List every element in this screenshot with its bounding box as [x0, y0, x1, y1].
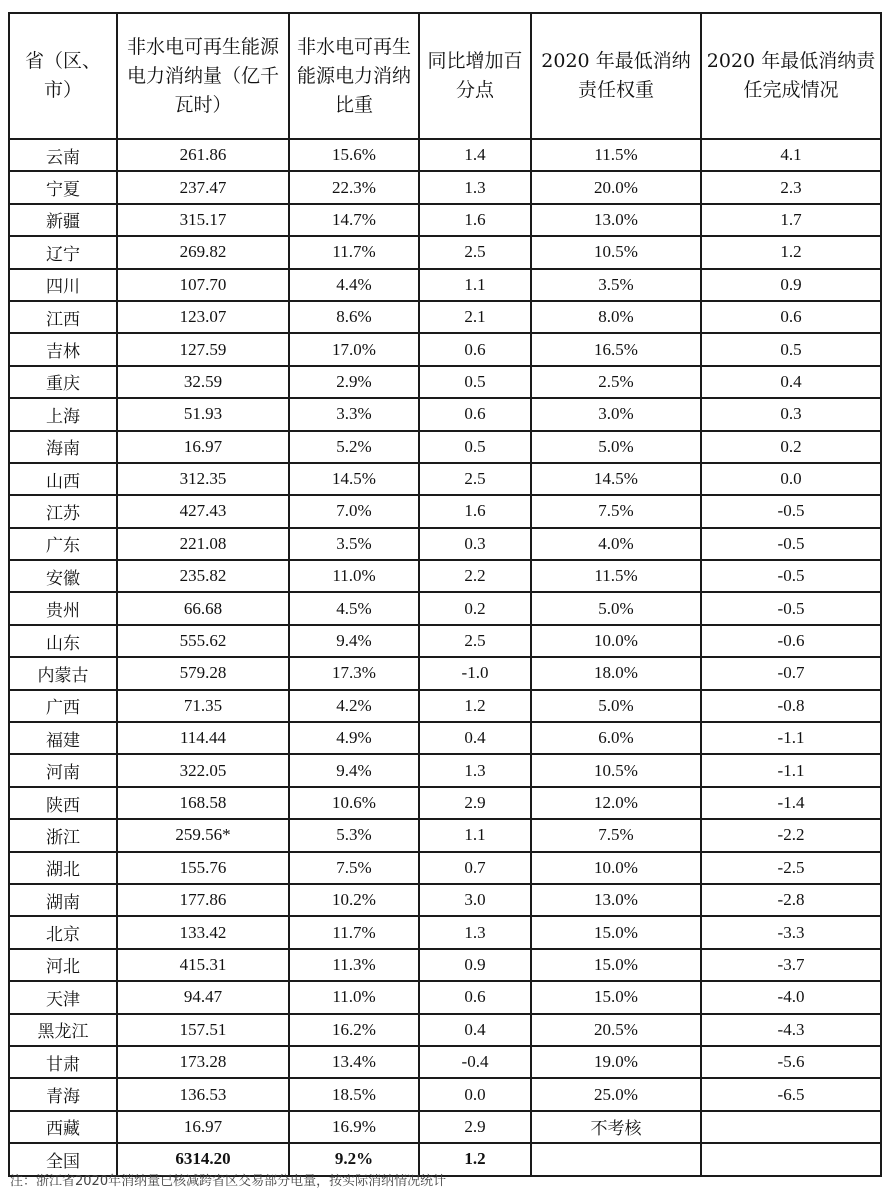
table-row [9, 560, 881, 592]
cell-yoy: 1.3 [419, 916, 531, 948]
column-header: 2020 年最低消纳责任完成情况 [701, 13, 881, 139]
table-row [9, 398, 881, 430]
table-row [9, 301, 881, 333]
cell-yoy: 0.5 [419, 431, 531, 463]
cell-completion: 0.2 [701, 431, 881, 463]
cell-consumption: 66.68 [117, 592, 289, 624]
cell-min-weight: 15.0% [531, 916, 701, 948]
cell-min-weight: 5.0% [531, 431, 701, 463]
cell-consumption: 173.28 [117, 1046, 289, 1078]
cell-consumption: 177.86 [117, 884, 289, 916]
cell-region: 新疆 [9, 204, 117, 236]
cell-region: 山东 [9, 625, 117, 657]
table-row [9, 592, 881, 624]
cell-consumption: 123.07 [117, 301, 289, 333]
cell-yoy: 2.5 [419, 463, 531, 495]
cell-min-weight: 5.0% [531, 690, 701, 722]
cell-share: 10.6% [289, 787, 419, 819]
table-row [9, 495, 881, 527]
cell-min-weight: 11.5% [531, 560, 701, 592]
table-row [9, 528, 881, 560]
cell-share: 16.9% [289, 1111, 419, 1143]
cell-region: 重庆 [9, 366, 117, 398]
cell-min-weight: 5.0% [531, 592, 701, 624]
cell-yoy: 0.4 [419, 722, 531, 754]
cell-share: 8.6% [289, 301, 419, 333]
table-row [9, 754, 881, 786]
cell-share: 10.2% [289, 884, 419, 916]
column-header: 非水电可再生能源电力消纳比重 [289, 13, 419, 139]
cell-yoy: 1.6 [419, 204, 531, 236]
table-row [9, 236, 881, 268]
cell-region: 贵州 [9, 592, 117, 624]
cell-completion: 0.0 [701, 463, 881, 495]
cell-consumption: 168.58 [117, 787, 289, 819]
table-row [9, 787, 881, 819]
cell-share: 2.9% [289, 366, 419, 398]
cell-share: 3.5% [289, 528, 419, 560]
cell-consumption: 107.70 [117, 269, 289, 301]
cell-completion: -6.5 [701, 1078, 881, 1110]
cell-share: 9.4% [289, 754, 419, 786]
cell-share: 11.0% [289, 981, 419, 1013]
cell-consumption: 221.08 [117, 528, 289, 560]
cell-region: 天津 [9, 981, 117, 1013]
cell-region: 山西 [9, 463, 117, 495]
cell-min-weight: 15.0% [531, 949, 701, 981]
cell-completion: -0.5 [701, 495, 881, 527]
cell-region: 江西 [9, 301, 117, 333]
cell-min-weight: 20.0% [531, 171, 701, 203]
cell-consumption: 269.82 [117, 236, 289, 268]
cell-share: 16.2% [289, 1014, 419, 1046]
cell-min-weight: 2.5% [531, 366, 701, 398]
cell-consumption: 32.59 [117, 366, 289, 398]
cell-completion: 4.1 [701, 139, 881, 171]
table-row [9, 916, 881, 948]
cell-yoy: 2.9 [419, 1111, 531, 1143]
table-row [9, 366, 881, 398]
cell-region: 上海 [9, 398, 117, 430]
cell-yoy: 0.9 [419, 949, 531, 981]
cell-region: 宁夏 [9, 171, 117, 203]
cell-share: 18.5% [289, 1078, 419, 1110]
cell-share: 4.9% [289, 722, 419, 754]
cell-yoy: 0.2 [419, 592, 531, 624]
cell-consumption: 127.59 [117, 333, 289, 365]
cell-region: 广东 [9, 528, 117, 560]
cell-completion: -3.7 [701, 949, 881, 981]
table-body [9, 139, 881, 1176]
cell-share: 11.7% [289, 236, 419, 268]
cell-completion: 0.6 [701, 301, 881, 333]
table-row [9, 981, 881, 1013]
cell-yoy: 0.5 [419, 366, 531, 398]
cell-yoy: -1.0 [419, 657, 531, 689]
cell-share: 4.2% [289, 690, 419, 722]
table-row [9, 1111, 881, 1143]
cell-region: 辽宁 [9, 236, 117, 268]
cell-share: 17.0% [289, 333, 419, 365]
column-header: 同比增加百分点 [419, 13, 531, 139]
cell-consumption: 16.97 [117, 431, 289, 463]
cell-min-weight: 11.5% [531, 139, 701, 171]
table-row [9, 722, 881, 754]
cell-completion: -0.6 [701, 625, 881, 657]
cell-region: 湖北 [9, 852, 117, 884]
cell-yoy: 0.3 [419, 528, 531, 560]
cell-yoy: 0.6 [419, 398, 531, 430]
cell-yoy: 1.1 [419, 819, 531, 851]
cell-region: 安徽 [9, 560, 117, 592]
cell-consumption: 312.35 [117, 463, 289, 495]
cell-share: 14.5% [289, 463, 419, 495]
table-row [9, 333, 881, 365]
cell-consumption: 114.44 [117, 722, 289, 754]
cell-region: 全国 [9, 1143, 117, 1175]
cell-share: 11.7% [289, 916, 419, 948]
cell-consumption: 237.47 [117, 171, 289, 203]
cell-min-weight: 10.5% [531, 236, 701, 268]
cell-yoy: 2.9 [419, 787, 531, 819]
cell-share: 14.7% [289, 204, 419, 236]
table-row [9, 819, 881, 851]
cell-completion: 1.7 [701, 204, 881, 236]
cell-share: 17.3% [289, 657, 419, 689]
cell-consumption: 136.53 [117, 1078, 289, 1110]
cell-share: 5.3% [289, 819, 419, 851]
table-row [9, 269, 881, 301]
cell-consumption: 322.05 [117, 754, 289, 786]
cell-region: 广西 [9, 690, 117, 722]
cell-share: 3.3% [289, 398, 419, 430]
cell-share: 9.4% [289, 625, 419, 657]
cell-region: 江苏 [9, 495, 117, 527]
cell-min-weight: 15.0% [531, 981, 701, 1013]
table-row [9, 625, 881, 657]
cell-min-weight: 14.5% [531, 463, 701, 495]
total-row [9, 1143, 881, 1175]
cell-share: 5.2% [289, 431, 419, 463]
cell-min-weight: 18.0% [531, 657, 701, 689]
table-row [9, 690, 881, 722]
cell-consumption: 555.62 [117, 625, 289, 657]
cell-yoy: 1.2 [419, 690, 531, 722]
cell-min-weight: 6.0% [531, 722, 701, 754]
cell-completion: -1.1 [701, 754, 881, 786]
cell-completion: -2.2 [701, 819, 881, 851]
cell-min-weight: 3.0% [531, 398, 701, 430]
cell-consumption: 415.31 [117, 949, 289, 981]
cell-min-weight: 25.0% [531, 1078, 701, 1110]
column-header: 省（区、市） [9, 13, 117, 139]
cell-yoy: 0.7 [419, 852, 531, 884]
cell-min-weight: 10.0% [531, 625, 701, 657]
cell-min-weight: 3.5% [531, 269, 701, 301]
cell-completion: -0.5 [701, 592, 881, 624]
cell-completion: 1.2 [701, 236, 881, 268]
consumption-table [8, 12, 882, 1177]
cell-consumption: 579.28 [117, 657, 289, 689]
table-row [9, 1078, 881, 1110]
cell-completion: -2.8 [701, 884, 881, 916]
cell-yoy: 3.0 [419, 884, 531, 916]
cell-completion: 0.3 [701, 398, 881, 430]
cell-min-weight: 7.5% [531, 819, 701, 851]
table-row [9, 657, 881, 689]
cell-min-weight: 19.0% [531, 1046, 701, 1078]
cell-consumption: 16.97 [117, 1111, 289, 1143]
cell-completion: -0.8 [701, 690, 881, 722]
cell-min-weight: 7.5% [531, 495, 701, 527]
cell-share: 4.4% [289, 269, 419, 301]
table-row [9, 171, 881, 203]
cell-completion: 0.4 [701, 366, 881, 398]
cell-completion: -4.0 [701, 981, 881, 1013]
footnote: 注：浙江省2020年消纳量已核减跨省区交易部分电量，按实际消纳情况统计 [10, 1174, 447, 1189]
cell-consumption: 71.35 [117, 690, 289, 722]
table-row [9, 204, 881, 236]
cell-min-weight: 20.5% [531, 1014, 701, 1046]
cell-region: 河北 [9, 949, 117, 981]
cell-yoy: 0.4 [419, 1014, 531, 1046]
cell-consumption: 6314.20 [117, 1143, 289, 1175]
cell-consumption: 315.17 [117, 204, 289, 236]
cell-min-weight: 8.0% [531, 301, 701, 333]
cell-share: 11.0% [289, 560, 419, 592]
cell-yoy: 0.0 [419, 1078, 531, 1110]
cell-region: 黑龙江 [9, 1014, 117, 1046]
cell-completion: -0.5 [701, 528, 881, 560]
cell-consumption: 94.47 [117, 981, 289, 1013]
cell-yoy: 0.6 [419, 333, 531, 365]
cell-share: 15.6% [289, 139, 419, 171]
cell-share: 4.5% [289, 592, 419, 624]
cell-yoy: 1.1 [419, 269, 531, 301]
cell-region: 湖南 [9, 884, 117, 916]
cell-region: 甘肃 [9, 1046, 117, 1078]
cell-region: 北京 [9, 916, 117, 948]
cell-completion: 0.9 [701, 269, 881, 301]
cell-consumption: 259.56* [117, 819, 289, 851]
cell-completion: -3.3 [701, 916, 881, 948]
cell-yoy: -0.4 [419, 1046, 531, 1078]
cell-region: 青海 [9, 1078, 117, 1110]
table-row [9, 949, 881, 981]
table-row [9, 139, 881, 171]
cell-region: 内蒙古 [9, 657, 117, 689]
cell-share: 7.0% [289, 495, 419, 527]
cell-consumption: 51.93 [117, 398, 289, 430]
cell-yoy: 0.6 [419, 981, 531, 1013]
cell-completion: -1.1 [701, 722, 881, 754]
cell-region: 四川 [9, 269, 117, 301]
cell-completion: 2.3 [701, 171, 881, 203]
cell-region: 河南 [9, 754, 117, 786]
cell-yoy: 1.6 [419, 495, 531, 527]
cell-yoy: 2.5 [419, 236, 531, 268]
cell-completion: -1.4 [701, 787, 881, 819]
cell-yoy: 1.3 [419, 754, 531, 786]
cell-share: 9.2% [289, 1143, 419, 1175]
cell-yoy: 1.2 [419, 1143, 531, 1175]
cell-completion: -4.3 [701, 1014, 881, 1046]
cell-min-weight [531, 1143, 701, 1175]
cell-min-weight: 4.0% [531, 528, 701, 560]
cell-completion [701, 1143, 881, 1175]
cell-min-weight: 13.0% [531, 884, 701, 916]
cell-share: 22.3% [289, 171, 419, 203]
cell-min-weight: 16.5% [531, 333, 701, 365]
cell-completion [701, 1111, 881, 1143]
table-row [9, 884, 881, 916]
cell-min-weight: 12.0% [531, 787, 701, 819]
table-row [9, 1014, 881, 1046]
cell-completion: 0.5 [701, 333, 881, 365]
cell-completion: -0.7 [701, 657, 881, 689]
cell-completion: -2.5 [701, 852, 881, 884]
cell-yoy: 1.4 [419, 139, 531, 171]
header-row [9, 13, 881, 139]
cell-region: 浙江 [9, 819, 117, 851]
column-header: 2020 年最低消纳责任权重 [531, 13, 701, 139]
cell-min-weight: 13.0% [531, 204, 701, 236]
cell-region: 陕西 [9, 787, 117, 819]
cell-region: 西藏 [9, 1111, 117, 1143]
cell-share: 11.3% [289, 949, 419, 981]
cell-yoy: 2.2 [419, 560, 531, 592]
cell-yoy: 2.5 [419, 625, 531, 657]
cell-region: 福建 [9, 722, 117, 754]
cell-consumption: 133.42 [117, 916, 289, 948]
cell-yoy: 1.3 [419, 171, 531, 203]
cell-completion: -5.6 [701, 1046, 881, 1078]
table-row [9, 431, 881, 463]
cell-consumption: 261.86 [117, 139, 289, 171]
cell-region: 吉林 [9, 333, 117, 365]
cell-completion: -0.5 [701, 560, 881, 592]
table-row [9, 1046, 881, 1078]
cell-consumption: 427.43 [117, 495, 289, 527]
column-header: 非水电可再生能源电力消纳量（亿千瓦时） [117, 13, 289, 139]
cell-consumption: 157.51 [117, 1014, 289, 1046]
cell-share: 7.5% [289, 852, 419, 884]
cell-min-weight: 10.5% [531, 754, 701, 786]
cell-yoy: 2.1 [419, 301, 531, 333]
cell-share: 13.4% [289, 1046, 419, 1078]
cell-region: 云南 [9, 139, 117, 171]
cell-min-weight: 10.0% [531, 852, 701, 884]
table-row [9, 463, 881, 495]
table-row [9, 852, 881, 884]
cell-min-weight: 不考核 [531, 1111, 701, 1143]
cell-consumption: 155.76 [117, 852, 289, 884]
cell-consumption: 235.82 [117, 560, 289, 592]
cell-region: 海南 [9, 431, 117, 463]
